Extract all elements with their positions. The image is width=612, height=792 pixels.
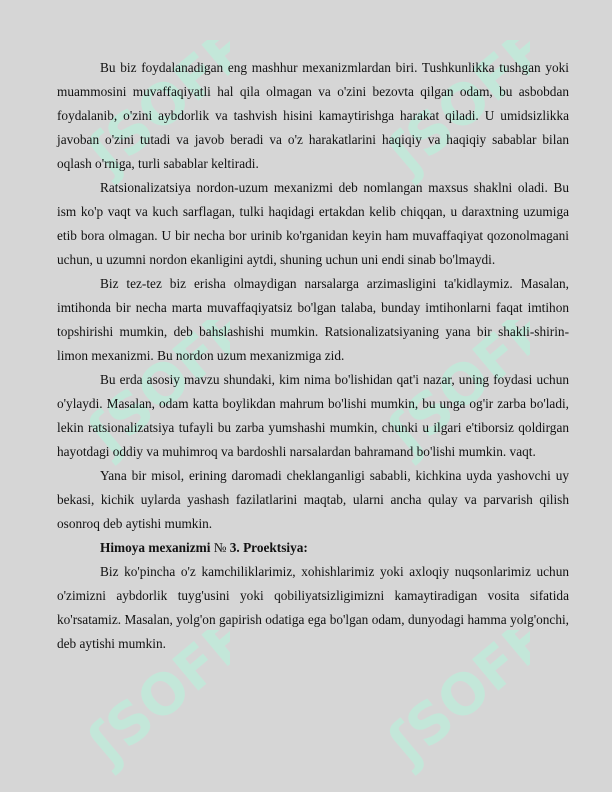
heading-title: Himoya mexanizmi (100, 540, 211, 555)
paragraph: Biz tez-tez biz erisha olmaydigan narsalarga arzimasligini ta'kidlaymiz. Masalan, imtihonda bir necha marta muvaffaqiyatsiz bo'lgan talaba, bunday imtihonlarni faqat imtihon topshirishi mumkin, deb bahslashishi mumkin. Ratsionalizatsiyaning yana bir shakli-shirin-limon mexanizmi. Bu nordon uzum mexanizmiga zid. (57, 276, 569, 363)
svg-text:ʃSOFF: ʃSOFF (76, 320, 230, 467)
paragraph: Yana bir misol, erining daromadi cheklanganligi sababli, kichkina uyda yashovchi uy bekasi, kichik uylarda yashash fazilatlarini maqtab, ularni ancha qulay va parvarish qilish osonroq deb aytishi mumkin. (57, 468, 569, 531)
svg-text:ʃSOFF: ʃSOFF (76, 40, 230, 187)
svg-text:ʃSOFF: ʃSOFF (376, 40, 530, 187)
svg-text:ʃSOFF: ʃSOFF (376, 320, 530, 467)
paragraph: Biz ko'pincha o'z kamchiliklarimiz, xohishlarimiz yoki axloqiy nuqsonlarimiz uchun o'zimizni aybdorlik tuyg'usini yoki qobiliyatsizligimizni kamaytiradigan vosita sifatida ko'rsatamiz. Masalan, yolg'on gapirish odatiga ega bo'lgan odam, dunyodagi hamma yolg'onchi, deb aytishi mumkin. (57, 564, 569, 651)
paragraph: Ratsionalizatsiya nordon-uzum mexanizmi deb nomlangan maxsus shaklni oladi. Bu ism ko'p vaqt va kuch sarflagan, tulki haqidagi ertakdan kelib chiqqan, u daraxtning uzumiga etib bora olmagan. U bir necha bor urinib ko'rganidan keyin ham muvaffaqiyat qozonolmagani uchun, u uzumni nordon ekanligini aytdi, shuning uchun uni endi sinab bo'lmaydi. (57, 180, 569, 267)
heading-subtitle: 3. Proektsiya: (229, 540, 308, 555)
svg-text:ʃSOFF: ʃSOFF (376, 630, 530, 777)
paragraph: Bu erda asosiy mavzu shundaki, kim nima bo'lishidan qat'i nazar, uning foydasi uchun o'ylaydi. Masalan, odam katta boylikdan mahrum bo'lishi mumkin, bu unga og'ir zarba bo'ladi, lekin ratsionalizatsiya tufayli bu zarba yumshashi mumkin, chunki u ilgari e'tiborsiz qoldirgan hayotdagi oddiy va muhimroq va bardoshli narsalardan bahramand bo'lishi mumkin. vaqt. (57, 372, 569, 459)
section-heading (57, 536, 569, 560)
svg-text:ʃSOFF: ʃSOFF (76, 630, 230, 777)
heading-number-symbol: № (210, 540, 230, 555)
paragraph: Bu biz foydalanadigan eng mashhur mexanizmlardan biri. Tushkunlikka tushgan yoki muammosini muvaffaqiyatli hal qila olmagan va o'zini bezovta qilgan odam, bu asbobdan foydalanib, o'zini aybdorlik va tashvish hisini kamaytirishga harakat qiladi. U umidsizlikka javoban o'zini tutadi va javob beradi va o'z harakatlarini haqiqiy va haqiqiy sabablar bilan oqlash o'rniga, turli sabablar keltiradi. (57, 60, 569, 171)
document-page (57, 56, 569, 656)
